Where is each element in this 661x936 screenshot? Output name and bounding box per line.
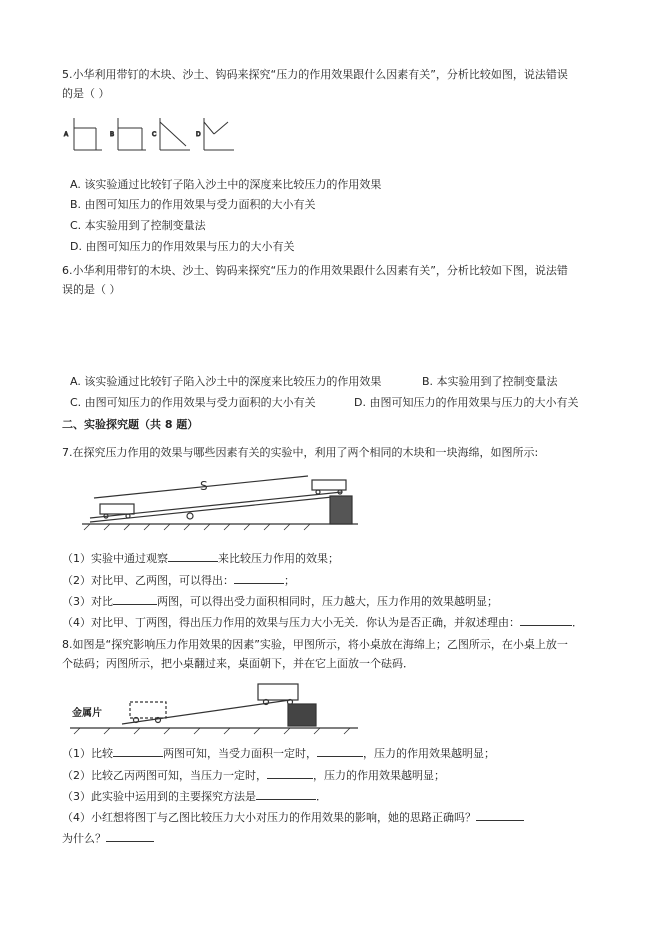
q5-stem-line1: 5.小华利用带钉的木块、沙土、钩码来探究“压力的作用效果跟什么因素有关”，分析比较如图，说法错误: [62, 68, 568, 81]
q7-part1-post: 来比较压力作用的效果；: [218, 552, 339, 565]
q8-intro-line2: 个砝码；丙图所示，把小桌翻过来，桌面朝下，并在它上面放一个砝码．: [62, 657, 414, 670]
q8-part4-pre: （4）小红想将图丁与乙图比较压力大小对压力的作用效果的影响，她的思路正确吗？: [62, 811, 476, 824]
q8-part5-pre: 为什么？: [62, 832, 106, 845]
q8-part1-pre: （1）比较: [62, 747, 113, 760]
q7-part3: [62, 594, 498, 609]
q8-part1-post: ，压力的作用效果越明显；: [363, 747, 495, 760]
q7-blank3[interactable]: [113, 594, 157, 605]
q6-stem-line1: 6.小华利用带钉的木块、沙土、钩码来探究“压力的作用效果跟什么因素有关”，分析比较如下图，说法错: [62, 264, 568, 277]
q5-figure: [62, 110, 242, 166]
q7-part2-pre: （2）对比甲、乙两图，可以得出：: [62, 574, 234, 587]
q7-fig-label-s: S: [200, 479, 208, 493]
q8-fig-label-metal: 金属片: [72, 708, 102, 719]
q5-option-b[interactable]: B. 由图可知压力的作用效果与受力面积的大小有关: [70, 198, 316, 211]
q8-blank5[interactable]: [476, 810, 524, 821]
q8-part2: [62, 768, 445, 783]
q8-blank1[interactable]: [113, 746, 163, 757]
q6-option-d[interactable]: D. 由图可知压力的作用效果与压力的大小有关: [354, 396, 579, 409]
q6-stem-line2: 误的是（ ）: [62, 283, 121, 296]
q8-part5: [62, 831, 154, 846]
q7-part1-pre: （1）实验中通过观察: [62, 552, 168, 565]
q7-blank1[interactable]: [168, 551, 218, 562]
q8-part2-pre: （2）比较乙丙两图可知，当压力一定时，: [62, 769, 267, 782]
q8-part2-post: ，压力的作用效果越明显；: [313, 769, 445, 782]
q7-intro: 7.在探究压力作用的效果与哪些因素有关的实验中，利用了两个相同的木块和一块海绵，如图所示:: [62, 446, 539, 459]
q5-stem-line2: 的是（ ）: [62, 87, 110, 100]
q8-part3-post: ．: [316, 790, 327, 803]
q8-part3-pre: （3）此实验中运用到的主要探究方法是: [62, 790, 256, 803]
q7-part2-post: ；: [284, 574, 295, 587]
q7-figure: [80, 470, 360, 532]
q7-part1: [62, 551, 339, 566]
q7-part4-post: ．: [572, 616, 583, 629]
section-heading: 二、实验探究题（共 8 题）: [62, 418, 199, 431]
q6-option-c[interactable]: C. 由图可知压力的作用效果与受力面积的大小有关: [70, 396, 316, 409]
q5-fig-label-a: A: [64, 131, 69, 138]
q7-part3-pre: （3）对比: [62, 595, 113, 608]
q5-fig-label-b: B: [110, 131, 115, 138]
q5-fig-label-d: D: [196, 131, 201, 138]
q7-part4: [62, 615, 583, 630]
q5-option-c[interactable]: C. 本实验用到了控制变量法: [70, 219, 206, 232]
q5-fig-label-c: C: [152, 131, 157, 138]
q7-part3-post: 两图，可以得出受力面积相同时，压力越大，压力作用的效果越明显；: [157, 595, 498, 608]
q5-option-a[interactable]: A. 该实验通过比较钉子陷入沙土中的深度来比较压力的作用效果: [70, 178, 382, 191]
q8-part3: [62, 789, 327, 804]
q8-blank2[interactable]: [317, 746, 363, 757]
q8-blank4[interactable]: [256, 789, 316, 800]
q7-blank2[interactable]: [234, 573, 284, 584]
q8-blank6[interactable]: [106, 831, 154, 842]
q8-intro-line1: 8.如图是“探究影响压力作用效果的因素”实验，甲图所示，将小桌放在海绵上；乙图所示，在小桌上放一: [62, 638, 568, 651]
q6-option-a[interactable]: A. 该实验通过比较钉子陷入沙土中的深度来比较压力的作用效果: [70, 375, 382, 388]
q8-figure: [70, 680, 360, 736]
q7-part2: [62, 573, 295, 588]
q8-part1-mid: 两图可知，当受力面积一定时，: [163, 747, 317, 760]
q6-option-b[interactable]: B. 本实验用到了控制变量法: [422, 375, 558, 388]
q8-part1: [62, 746, 495, 761]
q8-blank3[interactable]: [267, 768, 313, 779]
q5-option-d[interactable]: D. 由图可知压力的作用效果与压力的大小有关: [70, 240, 295, 253]
q7-part4-pre: （4）对比甲、丁两图，得出压力作用的效果与压力大小无关．你认为是否正确，并叙述理由：: [62, 616, 520, 629]
q8-part4: [62, 810, 524, 825]
q7-blank4[interactable]: [520, 615, 572, 626]
